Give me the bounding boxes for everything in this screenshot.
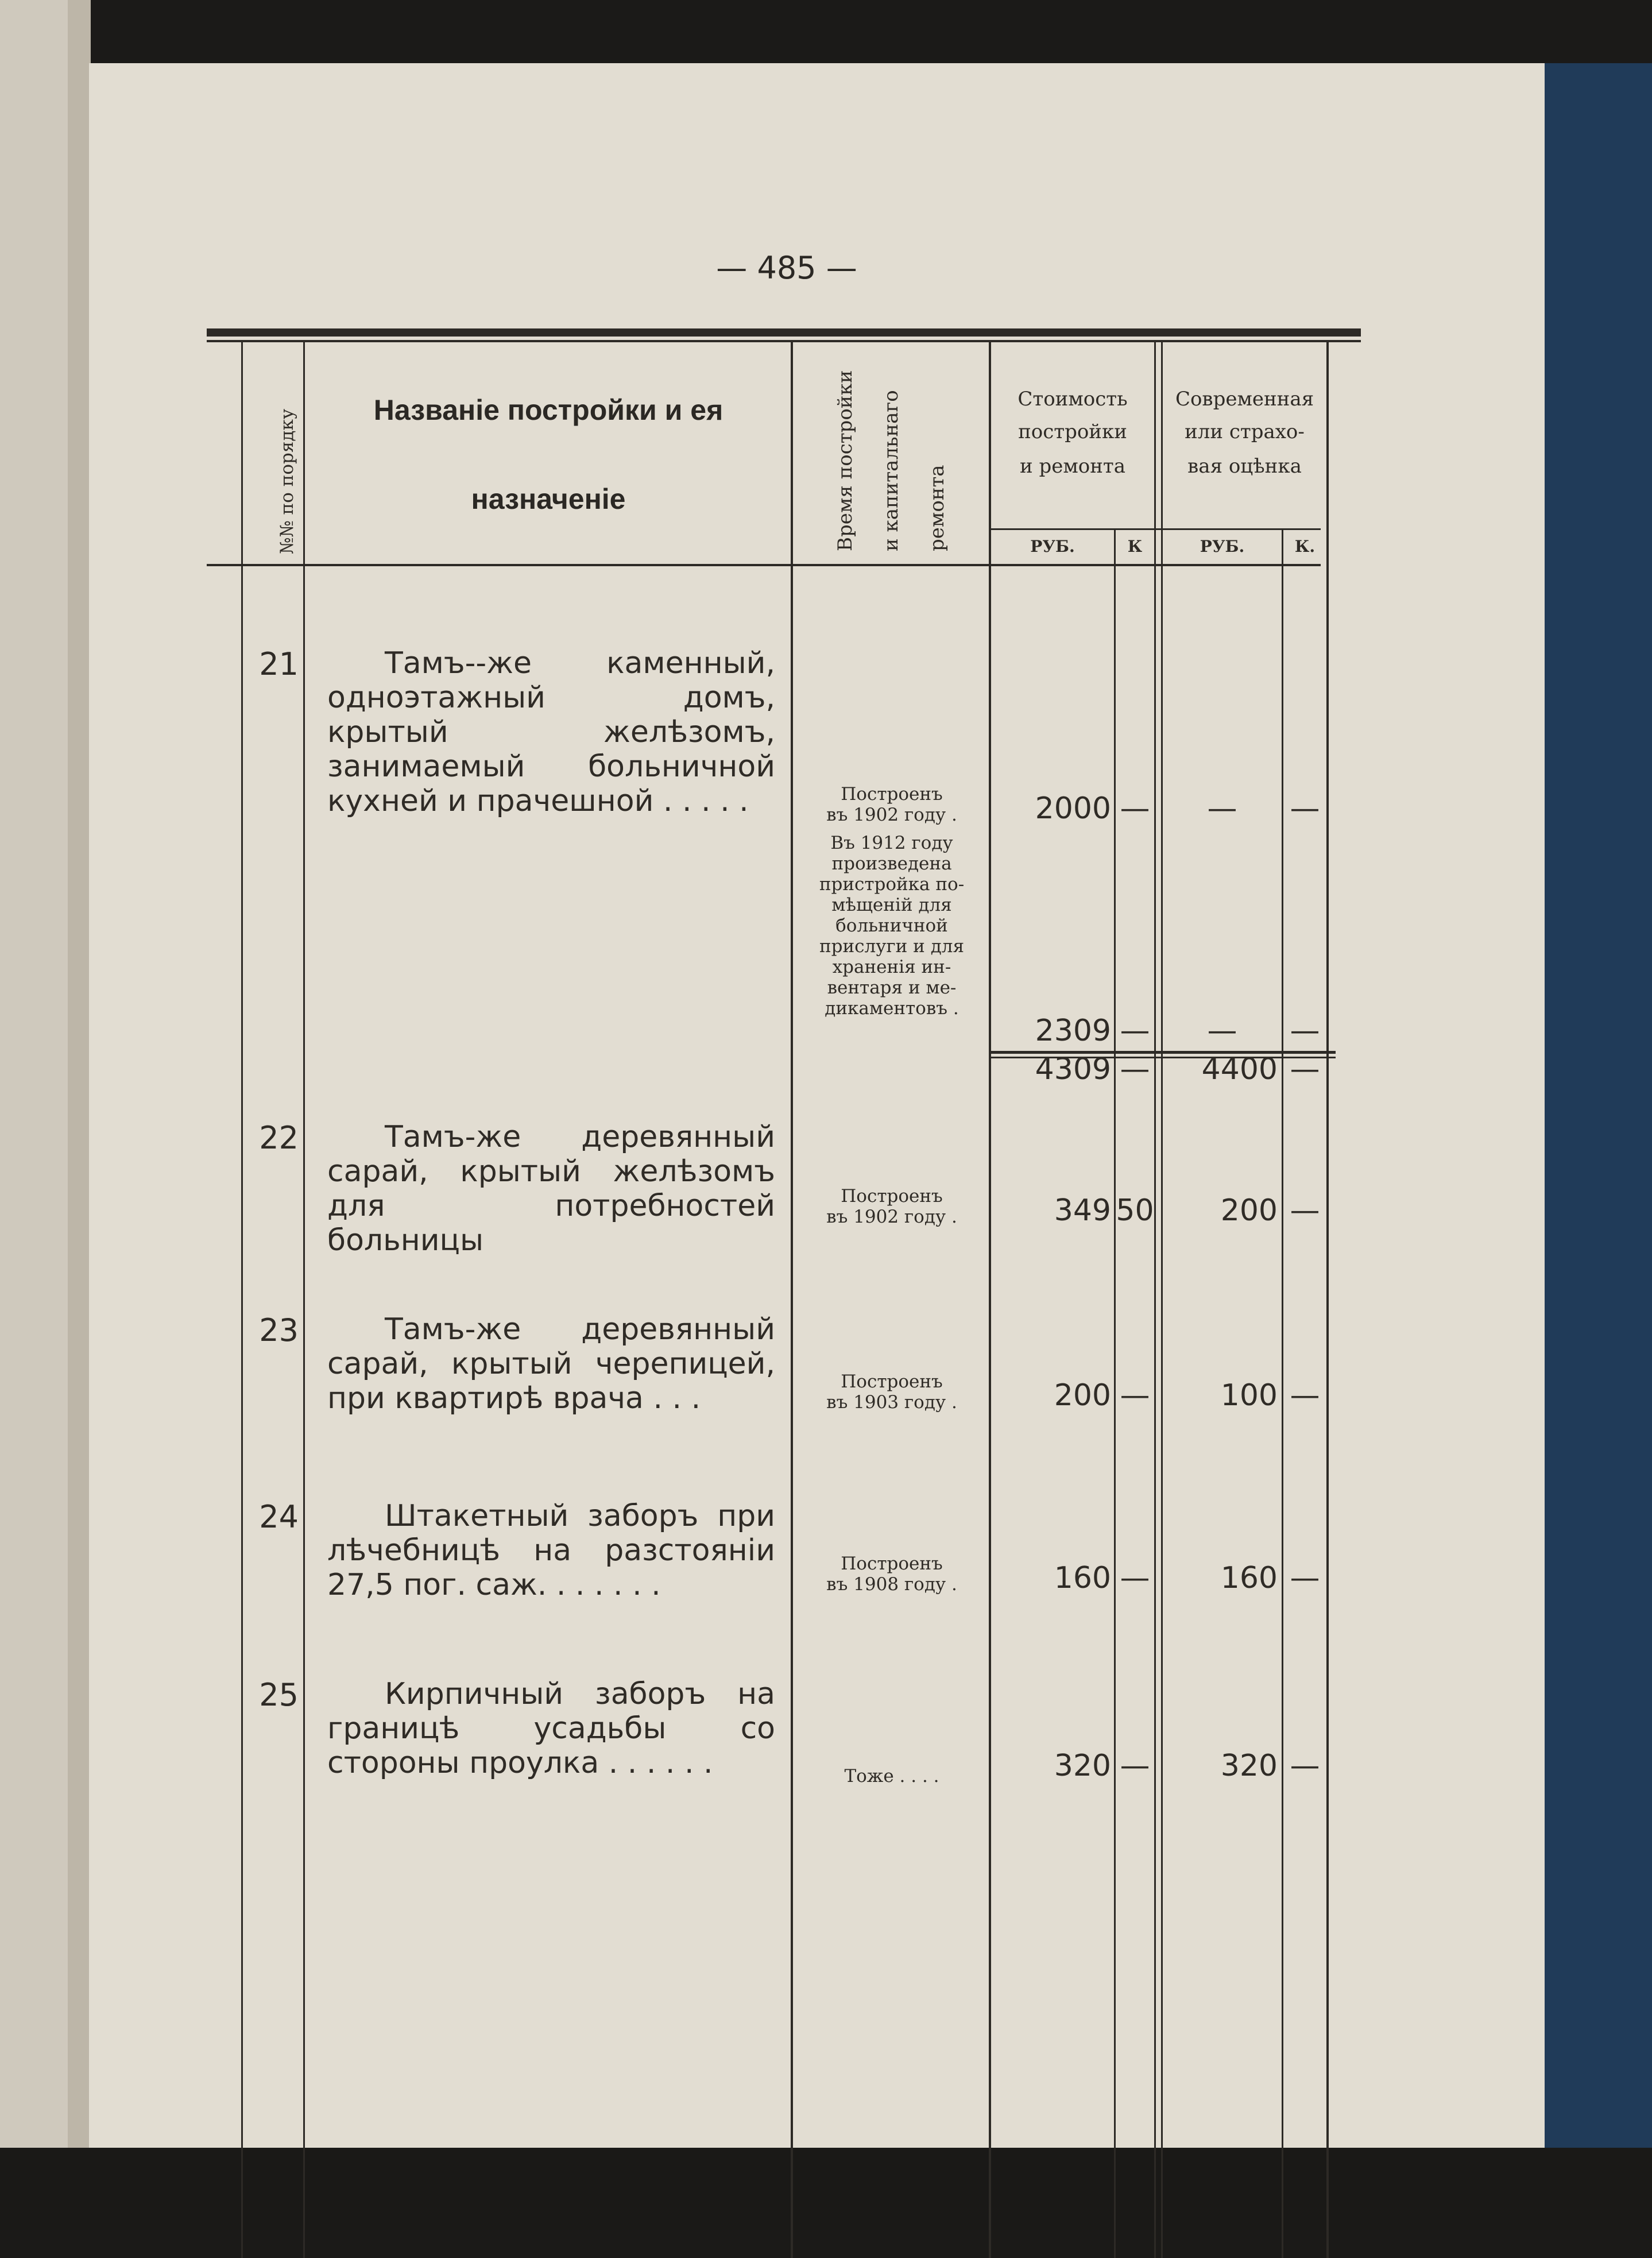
row-name: Тамъ-же деревянный сарай, крытый черепицей, при квартирѣ врача . . . (327, 1312, 775, 1416)
cost-rub: 2000 (1035, 791, 1111, 826)
row-name: Штакетный заборъ при лѣчебницѣ на разстояніи 27,5 пог. саж. . . . . . . (327, 1499, 775, 1602)
row-time-extension: Въ 1912 году произведена пристройка по- мѣщеній для больничной прислуги и для храненія ин- вентаря и ме- дикаментовъ . (819, 833, 965, 1019)
row-time: Построенъ въ 1903 году . (826, 1371, 957, 1413)
unit-rub-value: РУБ. (1200, 537, 1245, 556)
row-number: 25 (259, 1677, 299, 1713)
row-name: Тамъ--же каменный, одноэтажный домъ, крытый желѣзомъ, занимаемый больничной кухней и прачешной . . . . . (327, 646, 775, 818)
cost-k: 50 (1116, 1193, 1154, 1228)
total-value-k: — (1290, 1052, 1320, 1087)
header-col-time-line3: ремонта (926, 465, 949, 551)
col-line (989, 340, 991, 2258)
header-col-value-line2: или страхо- (1185, 420, 1305, 443)
value-k: — (1290, 791, 1320, 826)
header-col-cost-line1: Стоимость (1017, 388, 1128, 411)
total-value-rub: 4400 (1201, 1052, 1278, 1087)
row-name: Тамъ-же деревянный сарай, крытый желѣзомъ для потребностей больницы (327, 1120, 775, 1258)
book-spine (68, 0, 91, 2230)
row-number: 24 (259, 1499, 299, 1535)
value-k: — (1290, 1014, 1320, 1048)
cost-rub: 2309 (1035, 1014, 1111, 1048)
cost-rub: 320 (1054, 1749, 1111, 1783)
cost-rub: 349 (1054, 1193, 1111, 1228)
value-rub: — (1207, 791, 1237, 826)
header-col-value-line1: Современная (1175, 388, 1314, 411)
cost-k: — (1120, 1378, 1150, 1413)
total-cost-k: — (1120, 1052, 1150, 1087)
unit-rub-cost: РУБ. (1030, 537, 1075, 556)
header-col-value-line3: вая оцѣнка (1187, 455, 1302, 478)
header-col-cost-line3: и ремонта (1019, 455, 1125, 478)
top-rule-thin (207, 340, 1361, 342)
value-k: — (1290, 1378, 1320, 1413)
value-k: — (1290, 1561, 1320, 1595)
value-rub: 160 (1220, 1561, 1278, 1595)
header-col-time-line2: и капитальнаго (880, 390, 903, 551)
row-time: Построенъ въ 1908 году . (826, 1553, 957, 1595)
header-col-time-line1: Время постройки (834, 370, 857, 551)
header-bottom-rule (207, 564, 1321, 566)
header-col-cost-line2: постройки (1018, 420, 1127, 443)
col-line (303, 340, 305, 2258)
row-number: 22 (259, 1120, 299, 1156)
col-line (1154, 340, 1156, 2258)
unit-k-value: К. (1294, 537, 1316, 556)
book-cover (1545, 63, 1652, 2230)
col-line (791, 340, 793, 2258)
value-k: — (1290, 1193, 1320, 1228)
value-k: — (1290, 1749, 1320, 1783)
col-line (1326, 340, 1329, 2258)
row-number: 23 (259, 1312, 299, 1348)
cost-k: — (1120, 1749, 1150, 1783)
page-number: — 485 — (716, 250, 857, 286)
top-rule-thick (207, 328, 1361, 337)
header-col-name-line2: назначеніе (471, 483, 626, 515)
row-time: Построенъ въ 1902 году . (826, 1186, 957, 1227)
cost-rub: 200 (1054, 1378, 1111, 1413)
cost-k: — (1120, 1561, 1150, 1595)
total-cost-rub: 4309 (1035, 1052, 1111, 1087)
row-time: Тоже . . . . (844, 1766, 939, 1787)
row-number: 21 (259, 646, 299, 682)
col-line (1161, 340, 1163, 2258)
header-col-name-line1: Названіе постройки и ея (373, 394, 724, 426)
col-line (241, 340, 243, 2258)
background-shadow (0, 2148, 1652, 2230)
unit-k-cost: К (1127, 537, 1143, 556)
row-time: Построенъ въ 1902 году . (826, 784, 957, 825)
cost-k: — (1120, 791, 1150, 826)
cost-rub: 160 (1054, 1561, 1111, 1595)
cost-k: — (1120, 1014, 1150, 1048)
row-name: Кирпичный заборъ на границѣ усадьбы со стороны проулка . . . . . . (327, 1677, 775, 1780)
header-col-number: №№ по порядку (277, 408, 297, 554)
value-rub: — (1207, 1014, 1237, 1048)
value-rub: 200 (1220, 1193, 1278, 1228)
value-rub: 100 (1220, 1378, 1278, 1413)
value-rub: 320 (1220, 1749, 1278, 1783)
